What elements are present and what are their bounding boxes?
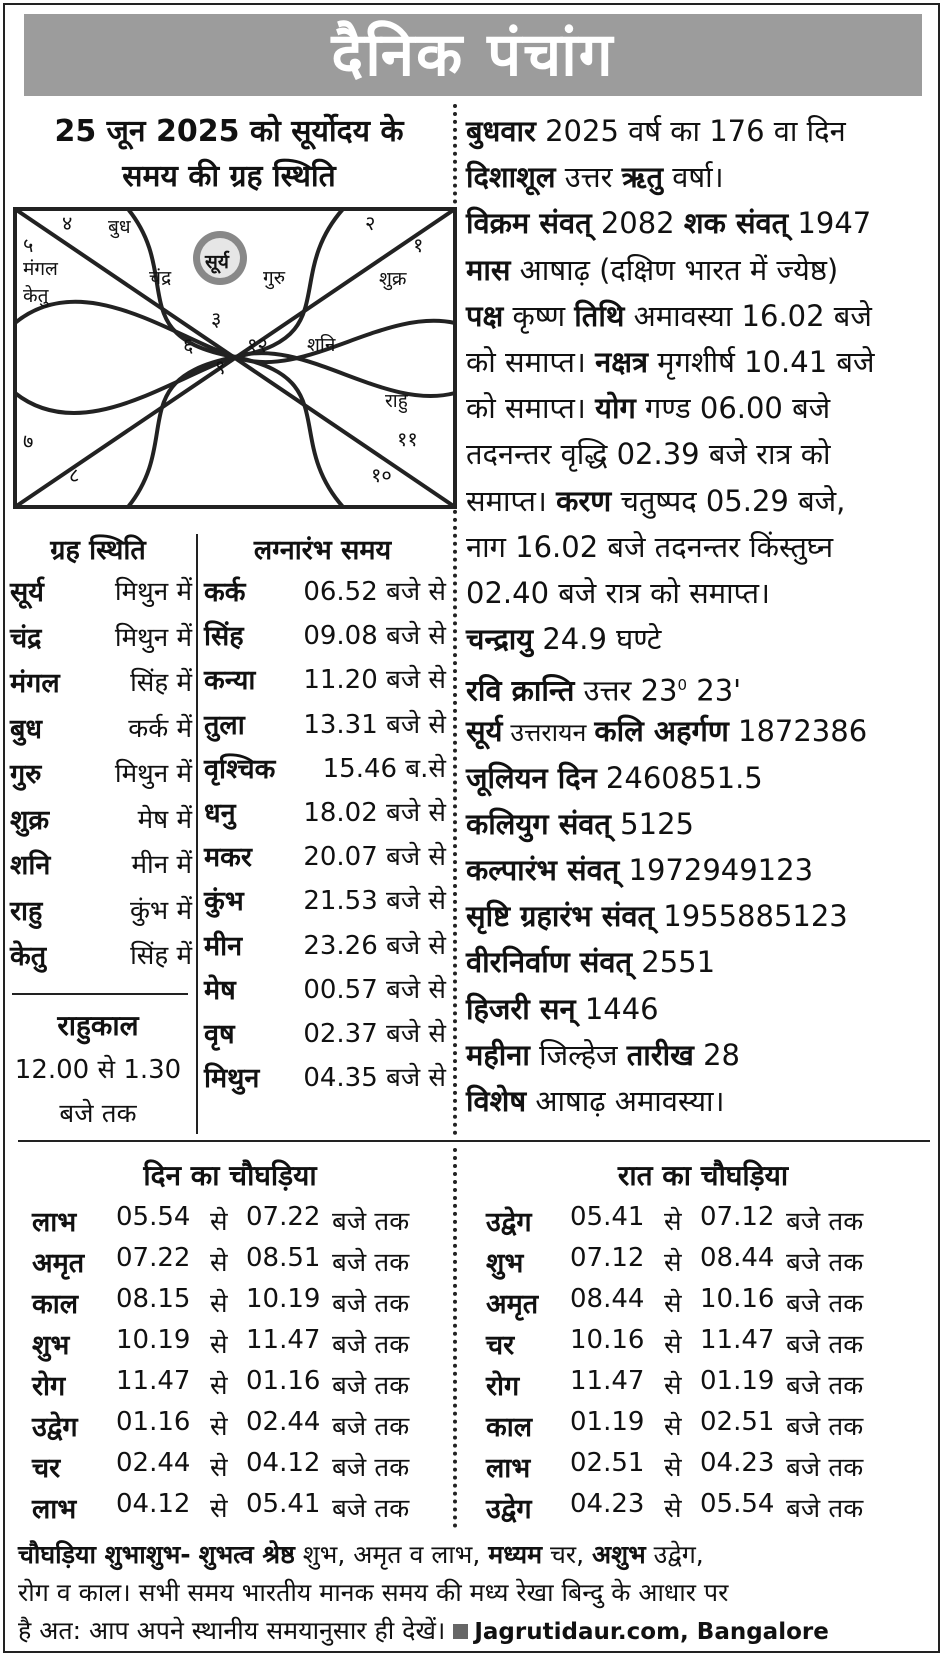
lagna-time: 15.46 ब.से (322, 753, 446, 784)
choghadiya-from: 10.19 (116, 1325, 191, 1355)
planet-guru: गुरु (263, 267, 286, 289)
choghadiya-to: 05.41 (246, 1489, 321, 1519)
choghadiya-to: 11.47 (700, 1325, 775, 1355)
planet-name: सूर्य (10, 577, 44, 608)
lagna-time: 00.57 बजे से (303, 974, 446, 1005)
lagna-time: 13.31 बजे से (303, 709, 446, 740)
detail-line: सूर्य उत्तरायन कलि अहर्गण 1872386 (466, 714, 868, 749)
choghadiya-sep: से (664, 1289, 682, 1319)
choghadiya-sep: से (664, 1207, 682, 1237)
choghadiya-suffix: बजे तक (786, 1412, 864, 1442)
choghadiya-from: 10.16 (570, 1325, 645, 1355)
detail-line: नाग 16.02 बजे तदनन्तर किंस्तुघ्न (466, 529, 834, 564)
choghadiya-suffix: बजे तक (786, 1289, 864, 1319)
planet-sign: सिंह में (130, 941, 192, 971)
planet-mangal: मंगल (23, 258, 58, 280)
lagna-name: मिथुन (204, 1063, 260, 1095)
house-4: ४ (62, 211, 73, 235)
footer-line-1: चौघड़िया शुभाशुभ- शुभत्व श्रेष्ठ शुभ, अमृत व लाभ, मध्यम चर, अशुभ उद्वेग, (18, 1540, 704, 1569)
choghadiya-sep: से (664, 1330, 682, 1360)
choghadiya-name: चर (486, 1330, 515, 1361)
choghadiya-name: उद्वेग (486, 1494, 532, 1525)
graha-sthiti-heading: ग्रह स्थिति (50, 535, 146, 566)
detail-line: को समाप्त। योग गण्ड 06.00 बजे (466, 391, 831, 426)
choghadiya-to: 04.23 (700, 1448, 775, 1478)
house-12: १२ (247, 333, 268, 357)
planet-sign: मिथुन में (114, 577, 192, 607)
choghadiya-name: लाभ (32, 1494, 77, 1525)
choghadiya-to: 10.19 (246, 1284, 321, 1314)
house-3: ३ (211, 307, 222, 331)
choghadiya-to: 07.22 (246, 1202, 321, 1232)
choghadiya-suffix: बजे तक (786, 1330, 864, 1360)
lagna-name: मकर (204, 842, 252, 874)
footer-line-3: है अत: आप अपने स्थानीय समयानुसार ही देखें। Jagrutidaur.com, Bangalore (18, 1616, 829, 1645)
choghadiya-sep: से (210, 1207, 228, 1237)
lagna-name: वृश्चिक (204, 753, 276, 785)
choghadiya-to: 01.19 (700, 1366, 775, 1396)
planet-sign: कुंभ में (129, 895, 192, 926)
lagna-time: 02.37 बजे से (303, 1019, 446, 1049)
detail-line: बुधवार 2025 वर्ष का 176 वा दिन (466, 114, 846, 148)
planet-sign: मेष में (137, 804, 192, 835)
choghadiya-sep: से (210, 1371, 228, 1401)
choghadiya-suffix: बजे तक (332, 1248, 410, 1278)
rahukaal-suffix: बजे तक (59, 1099, 137, 1129)
planet-budh: बुध (108, 216, 131, 238)
day-choghadiya-heading: दिन का चौघड़िया (143, 1159, 317, 1192)
choghadiya-sep: से (210, 1248, 228, 1278)
house-2: २ (365, 211, 376, 235)
choghadiya-suffix: बजे तक (332, 1412, 410, 1442)
planet-rahu: राहु (385, 390, 408, 412)
detail-line: 02.40 बजे रात्र को समाप्त। (466, 575, 771, 610)
detail-line: रवि क्रान्ति उत्तर $23^0$ 23' (466, 673, 742, 708)
table-divider (196, 534, 198, 1134)
lagna-time: 09.08 बजे से (303, 621, 446, 652)
planet-name: शनि (10, 850, 51, 881)
detail-line: कलियुग संवत् 5125 (466, 806, 694, 841)
choghadiya-suffix: बजे तक (332, 1330, 410, 1360)
choghadiya-name: उद्वेग (32, 1412, 78, 1443)
planet-sign: मीन में (131, 850, 192, 880)
house-9: ९ (215, 355, 226, 379)
lagna-name: धनु (204, 798, 236, 829)
detail-line: तदनन्तर वृद्धि 02.39 बजे रात्र को (466, 437, 831, 472)
planet-shukra: शुक्र (379, 268, 407, 290)
lagna-time: 18.02 बजे से (303, 798, 446, 828)
choghadiya-sep: से (664, 1371, 682, 1401)
planet-name: केतु (10, 941, 47, 972)
choghadiya-name: शुभ (32, 1330, 70, 1361)
house-1: १ (413, 233, 424, 257)
choghadiya-suffix: बजे तक (332, 1494, 410, 1524)
detail-line: जूलियन दिन 2460851.5 (466, 760, 763, 795)
lagna-time: 21.53 बजे से (303, 886, 446, 917)
choghadiya-sep: से (210, 1453, 228, 1483)
detail-line: चन्द्रायु 24.9 घण्टे (466, 622, 662, 657)
choghadiya-suffix: बजे तक (332, 1453, 410, 1483)
panchang-details (466, 108, 936, 1124)
lagna-time: 20.07 बजे से (303, 842, 446, 873)
choghadiya-sep: से (664, 1453, 682, 1483)
lagna-name: कुंभ (204, 886, 244, 918)
choghadiya-from: 07.12 (570, 1243, 645, 1273)
detail-line: वीरनिर्वाण संवत् 2551 (466, 945, 716, 980)
choghadiya-name: काल (486, 1412, 533, 1443)
credit: Jagrutidaur.com, Bangalore (474, 1619, 829, 1645)
choghadiya-from: 04.23 (570, 1489, 645, 1519)
detail-line: दिशाशूल उत्तर ऋतु वर्षा। (466, 160, 724, 195)
detail-line: विक्रम संवत् 2082 शक संवत् 1947 (466, 206, 872, 241)
planet-name: चंद्र (10, 622, 42, 654)
choghadiya-sep: से (210, 1412, 228, 1442)
lagna-name: मेष (204, 974, 236, 1006)
choghadiya-from: 02.44 (116, 1448, 191, 1478)
choghadiya-to: 04.12 (246, 1448, 321, 1478)
planet-name: गुरु (10, 759, 42, 790)
planet-shani: शनि (307, 334, 336, 356)
detail-line: पक्ष कृष्ण तिथि अमावस्या 16.02 बजे (466, 298, 872, 333)
choghadiya-suffix: बजे तक (786, 1494, 864, 1524)
page-title: दैनिक पंचांग (24, 14, 922, 96)
choghadiya-from: 08.15 (116, 1284, 191, 1314)
choghadiya-from: 05.54 (116, 1202, 191, 1232)
choghadiya-suffix: बजे तक (786, 1248, 864, 1278)
choghadiya-sep: से (664, 1248, 682, 1278)
lagna-name: कर्क (204, 577, 246, 608)
choghadiya-name: लाभ (486, 1453, 531, 1484)
choghadiya-from: 08.44 (570, 1284, 645, 1314)
lagna-time: 06.52 बजे से (303, 577, 446, 607)
choghadiya-suffix: बजे तक (786, 1453, 864, 1483)
choghadiya-sep: से (210, 1289, 228, 1319)
lagna-name: सिंह (204, 621, 244, 653)
choghadiya-name: उद्वेग (486, 1207, 532, 1238)
rahukaal-divider (12, 993, 188, 995)
choghadiya-name: रोग (32, 1371, 66, 1402)
choghadiya-suffix: बजे तक (332, 1207, 410, 1237)
choghadiya-name: चर (32, 1453, 61, 1484)
choghadiya-name: काल (32, 1289, 79, 1320)
rahukaal-heading: राहुकाल (57, 1009, 139, 1042)
choghadiya-to: 05.54 (700, 1489, 775, 1519)
choghadiya-name: शुभ (486, 1248, 524, 1279)
lagna-time: 23.26 बजे से (303, 930, 446, 961)
lagna-time: 04.35 बजे से (303, 1063, 446, 1094)
detail-line: महीना जिल्हेज तारीख 28 (466, 1037, 741, 1072)
choghadiya-to: 08.51 (246, 1243, 321, 1273)
choghadiya-from: 11.47 (570, 1366, 645, 1396)
choghadiya-name: लाभ (32, 1207, 77, 1238)
detail-line: कल्पारंभ संवत् 1972949123 (466, 853, 814, 887)
house-10: १० (371, 463, 392, 487)
planet-sign: सिंह में (130, 668, 192, 698)
choghadiya-to: 01.16 (246, 1366, 321, 1396)
lagna-name: तुला (204, 709, 245, 741)
detail-line: विशेष आषाढ़ अमावस्या। (466, 1083, 725, 1118)
planet-ketu: केतु (23, 285, 49, 307)
lagna-name: कन्या (204, 665, 256, 697)
detail-line: सृष्टि ग्रहारंभ संवत् 1955885123 (466, 899, 848, 934)
choghadiya-to: 07.12 (700, 1202, 775, 1232)
choghadiya-sep: से (210, 1330, 228, 1360)
planet-name: राहु (10, 895, 43, 927)
choghadiya-from: 11.47 (116, 1366, 191, 1396)
kundali-heading-line1: 25 जून 2025 को सूर्योदय के (54, 114, 404, 149)
choghadiya-divider (453, 1148, 457, 1528)
planet-name: बुध (10, 713, 43, 745)
choghadiya-sep: से (210, 1494, 228, 1524)
lagna-time: 11.20 बजे से (303, 665, 446, 696)
choghadiya-to: 10.16 (700, 1284, 775, 1314)
square-bullet-icon (453, 1624, 468, 1639)
footer-note (18, 1536, 938, 1651)
lagna-name: मीन (204, 930, 243, 962)
planet-sign: कर्क में (128, 713, 192, 744)
choghadiya-name: अमृत (32, 1248, 85, 1279)
choghadiya-from: 01.16 (116, 1407, 191, 1437)
choghadiya-from: 02.51 (570, 1448, 645, 1478)
choghadiya-from: 05.41 (570, 1202, 645, 1232)
planet-sign: मिथुन में (114, 759, 192, 789)
choghadiya-suffix: बजे तक (786, 1207, 864, 1237)
detail-line: हिजरी सन् 1446 (466, 991, 659, 1026)
detail-line: समाप्त। करण चतुष्पद 05.29 बजे, (466, 483, 846, 518)
night-choghadiya-heading: रात का चौघड़िया (617, 1159, 789, 1192)
footer-line-2: रोग व काल। सभी समय भारतीय मानक समय की मध्य रेखा बिन्दु के आधार पर (18, 1578, 729, 1607)
house-7: ७ (23, 429, 34, 453)
choghadiya-name: रोग (486, 1371, 520, 1402)
choghadiya-suffix: बजे तक (332, 1289, 410, 1319)
planet-surya: सूर्य (205, 251, 229, 273)
choghadiya-name: अमृत (486, 1289, 539, 1320)
planet-chandra: चंद्र (149, 267, 172, 289)
planet-name: शुक्र (10, 804, 50, 836)
planet-sign: मिथुन में (114, 622, 192, 653)
choghadiya-suffix: बजे तक (332, 1371, 410, 1401)
rahukaal-time: 12.00 से 1.30 (14, 1055, 182, 1085)
choghadiya-sep: से (664, 1412, 682, 1442)
kundali-heading-line2: समय की ग्रह स्थिति (122, 159, 336, 194)
choghadiya-from: 07.22 (116, 1243, 191, 1273)
choghadiya-sep: से (664, 1494, 682, 1524)
house-5: ५ (23, 233, 34, 257)
house-11: ११ (397, 427, 418, 451)
detail-line: को समाप्त। नक्षत्र मृगशीर्ष 10.41 बजे (466, 344, 875, 379)
lagnarambh-heading: लग्नारंभ समय (253, 535, 392, 566)
lagna-name: वृष (204, 1019, 235, 1050)
house-6: ६ (183, 333, 194, 357)
choghadiya-from: 04.12 (116, 1489, 191, 1519)
kundali-chart (13, 207, 457, 509)
choghadiya-from: 01.19 (570, 1407, 645, 1437)
choghadiya-to: 11.47 (246, 1325, 321, 1355)
choghadiya-to: 02.44 (246, 1407, 321, 1437)
choghadiya-to: 08.44 (700, 1243, 775, 1273)
choghadiya-to: 02.51 (700, 1407, 775, 1437)
choghadiya-suffix: बजे तक (786, 1371, 864, 1401)
house-8: ८ (69, 463, 80, 487)
section-divider (18, 1140, 930, 1142)
detail-line: मास आषाढ़ (दक्षिण भारत में ज्येष्ठ) (466, 252, 839, 287)
planet-name: मंगल (10, 668, 60, 699)
